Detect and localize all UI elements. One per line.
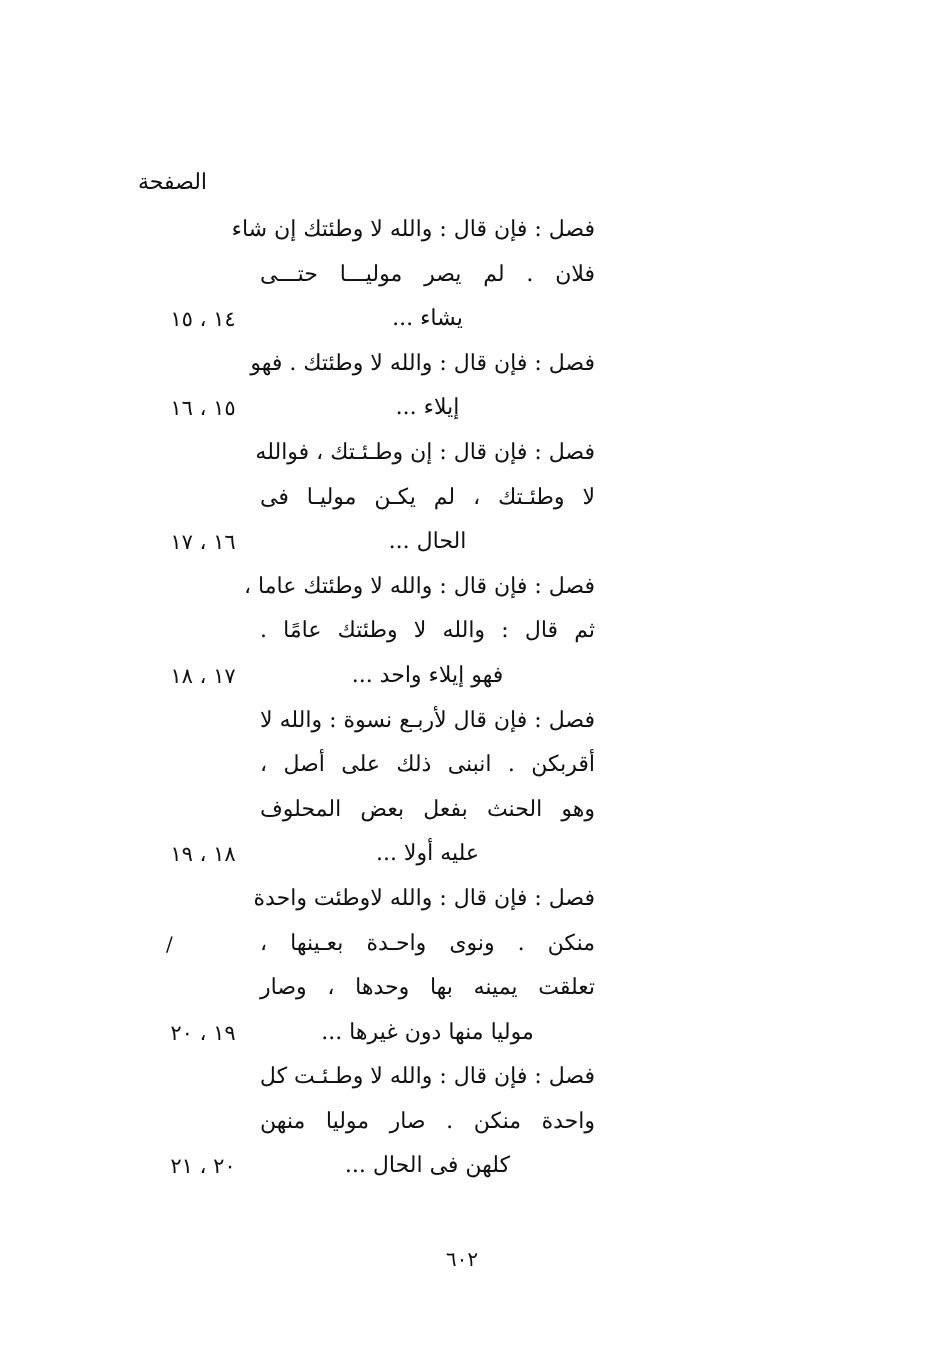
entry-text: عليه أولا ... bbox=[375, 841, 480, 867]
page-reference: ٢٠ ، ٢١ bbox=[170, 1154, 236, 1179]
entry-text: فصل : فإن قال : والله لا وطئتك إن شاء bbox=[231, 217, 595, 242]
toc-line bbox=[0, 478, 925, 523]
entry-text: فصل : فإن قال : والله لا وطئتك . فهو bbox=[250, 350, 595, 376]
toc-line bbox=[0, 656, 925, 701]
entry-text: فصل : فإن قال لأربـع نسوة : والله لا bbox=[260, 707, 595, 733]
entry-text: فصل : فإن قال : إن وطـئـتك ، فوالله bbox=[255, 439, 595, 465]
entry-text: يشاء ... bbox=[392, 306, 463, 332]
toc-line bbox=[0, 1057, 925, 1102]
entry-text: أقربكن . انبنى ذلك على أصل ، bbox=[260, 752, 595, 778]
entry-text: واحدة منكن . صار موليا منهن bbox=[260, 1108, 595, 1134]
toc-line bbox=[0, 299, 925, 344]
toc-line bbox=[0, 1102, 925, 1147]
page-number: ٦٠٢ bbox=[445, 1247, 479, 1271]
page-reference: ١٦ ، ١٧ bbox=[170, 530, 236, 555]
toc-line bbox=[0, 433, 925, 478]
page-reference: ١٥ ، ١٦ bbox=[170, 396, 236, 421]
toc-line bbox=[0, 344, 925, 389]
entry-text: ثم قال : والله لا وطئتك عامًا . bbox=[260, 618, 595, 644]
page-reference: ١٤ ، ١٥ bbox=[170, 307, 236, 332]
page-reference: ١٧ ، ١٨ bbox=[170, 663, 236, 688]
entry-text: إيلاء ... bbox=[395, 395, 460, 421]
toc-line bbox=[0, 611, 925, 656]
entry-text: موليا منها دون غيرها ... bbox=[321, 1019, 534, 1045]
entry-text: فصل : فإن قال : والله لا وطئتك عاما ، bbox=[243, 573, 595, 599]
entry-text: منكن . ونوى واحـدة بعـينها ، bbox=[260, 930, 595, 956]
entry-text: فلان . لم يصر موليـــا حتـــى bbox=[260, 261, 595, 287]
entry-text: وهو الحنث بفعل بعض المحلوف bbox=[260, 796, 595, 822]
toc-line bbox=[0, 879, 925, 924]
toc-line bbox=[0, 255, 925, 300]
toc-line bbox=[0, 522, 925, 567]
toc-line bbox=[0, 1146, 925, 1191]
entry-text: تعلقت يمينه بها وحدها ، وصار bbox=[260, 975, 595, 1001]
page-reference: ١٨ ، ١٩ bbox=[170, 842, 236, 867]
toc-line bbox=[0, 567, 925, 612]
entry-text: فصل : فإن قال : والله لا وطـئـت كل bbox=[259, 1064, 595, 1090]
toc-line bbox=[0, 1013, 925, 1058]
toc-line bbox=[0, 924, 925, 969]
entry-text: كلهن فى الحال ... bbox=[344, 1153, 511, 1179]
toc-line bbox=[0, 790, 925, 835]
entry-text: الحال ... bbox=[388, 529, 467, 555]
toc-line bbox=[0, 210, 925, 255]
toc-line bbox=[0, 745, 925, 790]
toc-line bbox=[0, 968, 925, 1013]
entry-text: لا وطئـتك ، لم يكـن موليـا فى bbox=[260, 484, 595, 510]
page-reference: ١٩ ، ٢٠ bbox=[170, 1020, 236, 1045]
margin-mark: / bbox=[166, 931, 173, 956]
toc-line bbox=[0, 388, 925, 433]
entry-text: فهو إيلاء واحد ... bbox=[351, 662, 504, 688]
toc-line bbox=[0, 834, 925, 879]
table-of-contents bbox=[0, 210, 925, 1191]
entry-text: فصل : فإن قال : والله لاوطئت واحدة bbox=[253, 885, 595, 911]
toc-line bbox=[0, 701, 925, 746]
page-column-header: الصفحة bbox=[138, 170, 208, 195]
